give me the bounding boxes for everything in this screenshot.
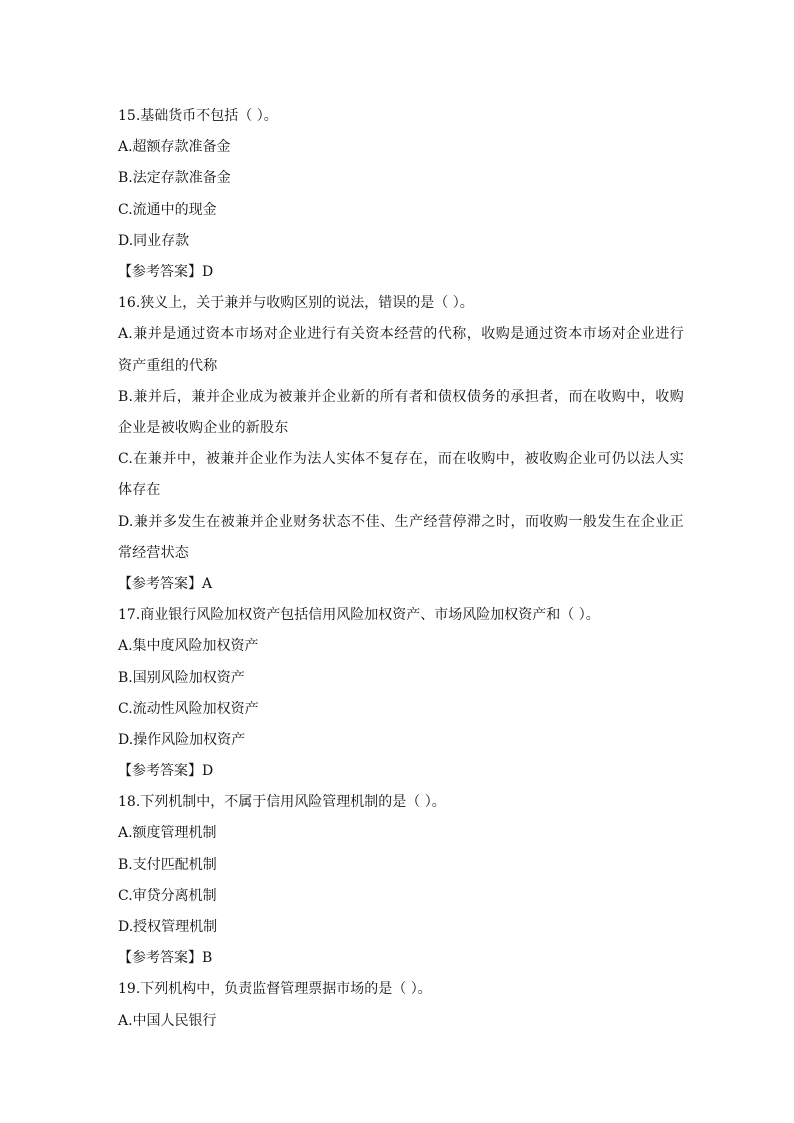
option-d: D.授权管理机制 <box>118 919 218 935</box>
question-stem: 15.基础货币不包括（ ）。 <box>118 108 278 124</box>
option-b: B.国别风险加权资产 <box>118 669 245 686</box>
option-a: A.超额存款准备金 <box>118 139 231 156</box>
option-a: A.中国人民银行 <box>118 1012 217 1029</box>
option-a: A.兼并是通过资本市场对企业进行有关资本经营的代称，收购是通过资本市场对企业进行资产重组的代称 <box>118 326 684 374</box>
question-16 <box>118 288 684 600</box>
option-c: C.流通中的现金 <box>118 201 217 218</box>
question-15 <box>118 101 684 288</box>
question-stem: 16.狭义上，关于兼并与收购区别的说法，错误的是（ ）。 <box>118 295 474 312</box>
question-17 <box>118 600 684 787</box>
reference-answer: 【参考答案】B <box>118 950 213 967</box>
reference-answer: 【参考答案】A <box>118 575 213 592</box>
question-stem: 18.下列机制中，不属于信用风险管理机制的是（ ）。 <box>118 794 446 811</box>
option-c: C.流动性风险加权资产 <box>118 700 259 717</box>
reference-answer: 【参考答案】D <box>118 263 214 280</box>
question-stem: 17.商业银行风险加权资产包括信用风险加权资产、市场风险加权资产和（ ）。 <box>118 607 600 624</box>
reference-answer: 【参考答案】D <box>118 763 214 780</box>
option-b: B.法定存款准备金 <box>118 170 231 187</box>
question-18 <box>118 787 684 974</box>
option-b: B.支付匹配机制 <box>118 856 217 873</box>
question-stem: 19.下列机构中，负责监督管理票据市场的是（ ）。 <box>118 981 432 998</box>
option-c: C.审贷分离机制 <box>118 887 217 904</box>
option-c: C.在兼并中，被兼并企业作为法人实体不复存在，而在收购中，被收购企业可仍以法人实体存在 <box>118 451 684 499</box>
option-d: D.同业存款 <box>118 232 190 249</box>
option-b: B.兼并后，兼并企业成为被兼并企业新的所有者和债权债务的承担者，而在收购中，收购企业是被收购企业的新股东 <box>118 388 684 436</box>
option-a: A.额度管理机制 <box>118 825 217 842</box>
option-a: A.集中度风险加权资产 <box>118 638 259 655</box>
question-19 <box>118 974 684 1036</box>
option-d: D.操作风险加权资产 <box>118 731 246 748</box>
option-d: D.兼并多发生在被兼并企业财务状态不佳、生产经营停滞之时，而收购一般发生在企业正常经营状态 <box>118 513 684 561</box>
question-list <box>118 101 684 1037</box>
